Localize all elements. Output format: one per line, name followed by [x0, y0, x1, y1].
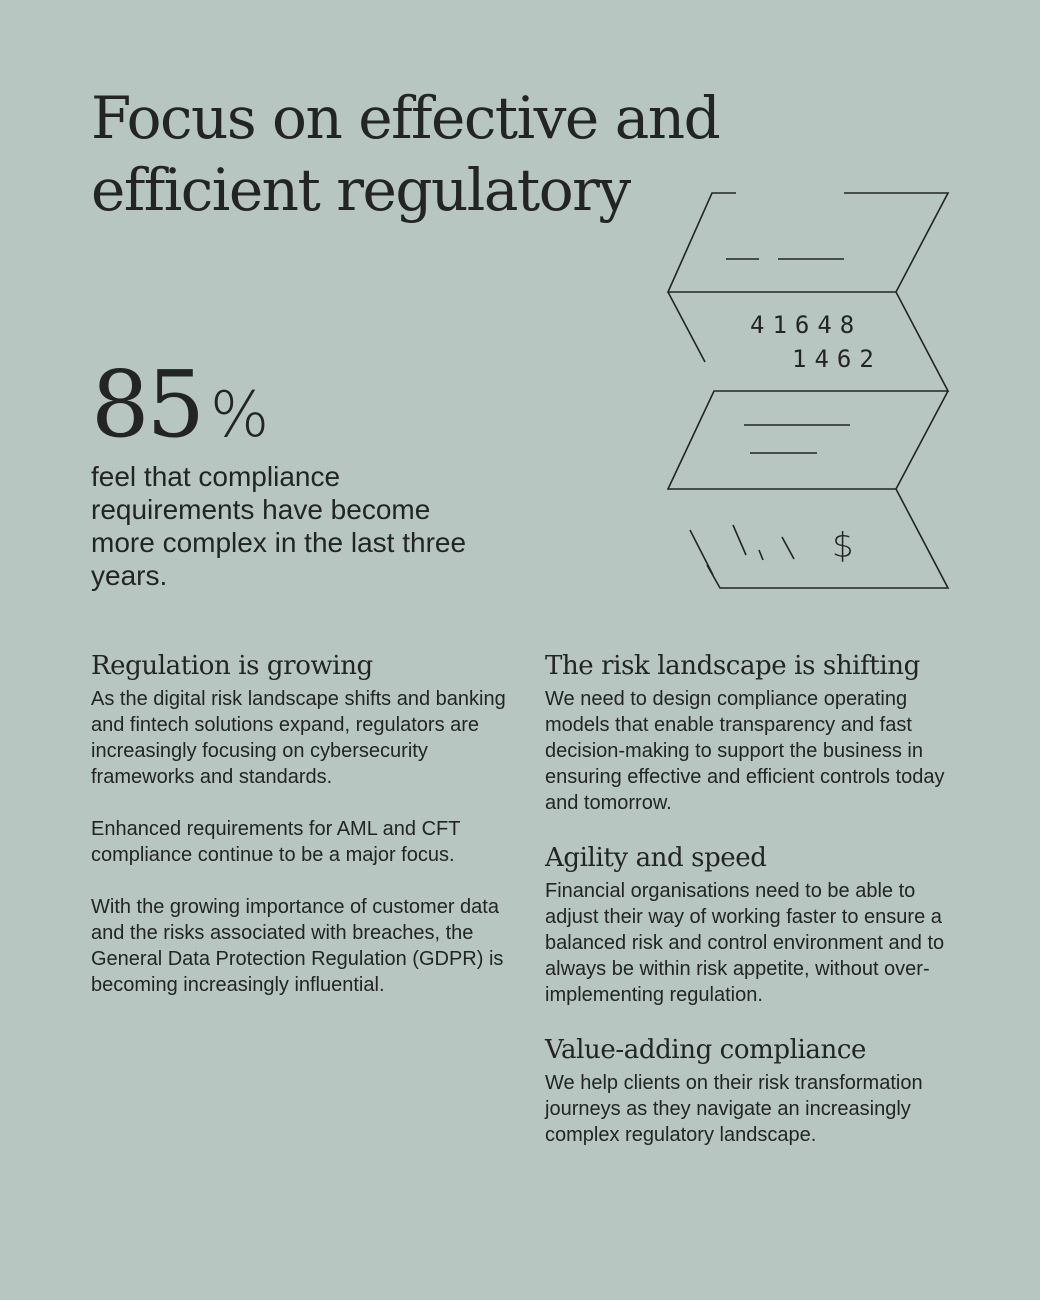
section-paragraph: We help clients on their risk transformation journeys as they navigate an increasingly complex regulatory landscape.: [545, 1072, 923, 1146]
stat-number: 85: [91, 351, 203, 458]
figure-row-2: 1462: [792, 345, 882, 373]
section-paragraph: Financial organisations need to be able to adjust their way of working faster to ensure a balanced risk and control environment and to always be within risk appetite, without over-implementing regulation.: [545, 880, 945, 1006]
stat-caption: feel that compliance requirements have become more complex in the last three years.: [91, 461, 467, 591]
section-heading: Agility and speed: [545, 843, 767, 873]
section-heading: Value-adding compliance: [545, 1035, 867, 1065]
page-title: Focus on effective and efficient regulatory: [91, 84, 720, 224]
section-paragraph: As the digital risk landscape shifts and banking and fintech solutions expand, regulators are increasingly focusing on cybersecurity frameworks and standards.: [91, 688, 506, 788]
stat-value: [91, 350, 511, 460]
figure-row-1: 41648: [750, 311, 863, 339]
left-column: [91, 648, 511, 1024]
section-heading: The risk landscape is shifting: [545, 651, 920, 681]
section-heading: Regulation is growing: [91, 651, 373, 681]
section-regulation-growing: [91, 648, 511, 998]
dollar-sign: $: [832, 526, 854, 566]
statistic-block: [91, 350, 511, 592]
stat-unit: %: [210, 378, 269, 451]
right-column: [545, 648, 965, 1172]
section-paragraph: We need to design compliance operating models that enable transparency and fast decision-making to support the business in ensuring effective and efficient controls today and tomorrow.: [545, 688, 945, 814]
section-agility-speed: [545, 840, 965, 1008]
section-value-adding: [545, 1032, 965, 1148]
section-paragraph: With the growing importance of customer data and the risks associated with breaches, the General Data Protection Regulation (GDPR) is becoming increasingly influential.: [91, 896, 504, 996]
folded-document-icon: [660, 185, 960, 595]
section-risk-landscape: [545, 648, 965, 816]
section-paragraph: Enhanced requirements for AML and CFT compliance continue to be a major focus.: [91, 818, 461, 866]
